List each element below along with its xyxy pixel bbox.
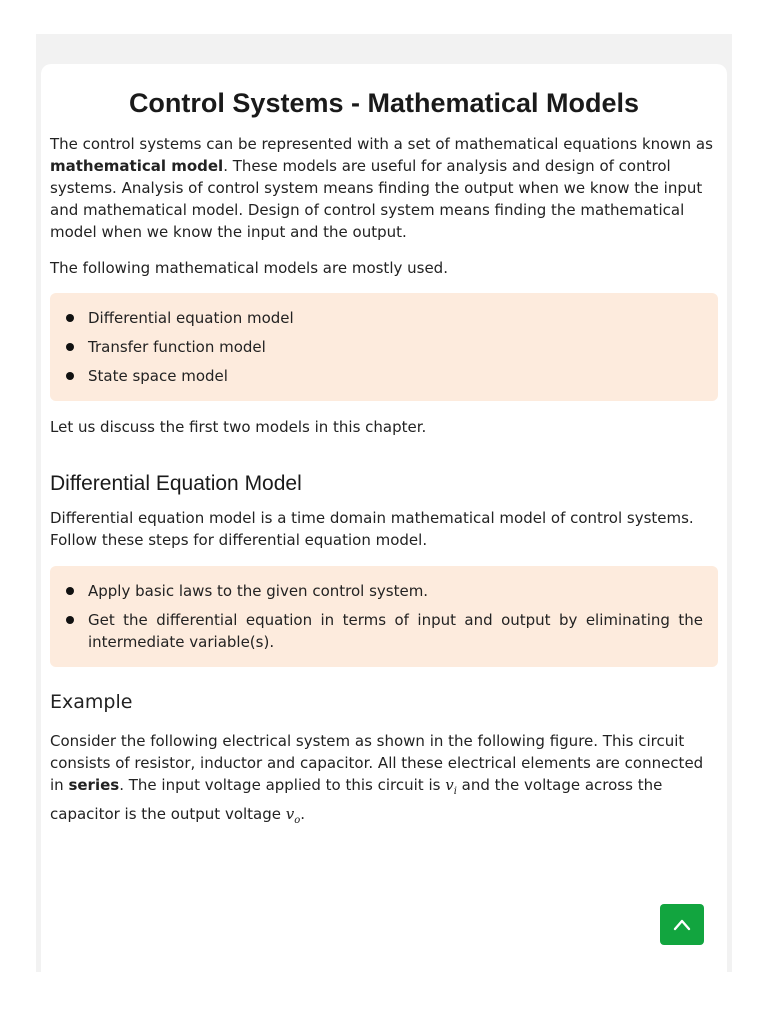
page-title: Control Systems - Mathematical Models xyxy=(128,88,640,118)
list-item: Transfer function model xyxy=(65,336,703,358)
example-text-4: . xyxy=(300,805,306,823)
list-item: State space model xyxy=(65,365,703,387)
vi-subscript: i xyxy=(453,786,457,797)
intro-bold-term: mathematical model xyxy=(50,157,224,175)
chevron-up-icon xyxy=(672,916,692,933)
steps-callout xyxy=(50,566,718,667)
example-text-2: . The input voltage applied to this circuit is xyxy=(119,776,446,794)
example-text-1: Consider the following electrical system as shown in the following figure. This circuit consists of resistor, inductor and capacitor. All these electrical elements are connected in xyxy=(50,732,704,794)
list-item: Differential equation model xyxy=(65,307,703,329)
output-voltage-symbol xyxy=(285,805,301,826)
scroll-to-top-button[interactable] xyxy=(660,904,704,945)
steps-list xyxy=(65,580,703,653)
intro-paragraph xyxy=(50,133,718,243)
vo-subscript: o xyxy=(294,815,301,826)
vi-base: v xyxy=(445,776,454,794)
discuss-paragraph: Let us discuss the first two models in this chapter. xyxy=(50,418,427,436)
article-card xyxy=(41,64,727,972)
section-heading-differential: Differential Equation Model xyxy=(50,472,302,495)
list-item: Apply basic laws to the given control system. xyxy=(65,580,703,602)
example-paragraph xyxy=(50,730,718,832)
models-callout xyxy=(50,293,718,401)
models-list xyxy=(65,307,703,387)
intro-text-end: . These models are useful for analysis and design of control systems. Analysis of control system means finding the output when we know the input and mathematical model. Design of control system means finding the mathematical model when we know the input and the output. xyxy=(50,157,703,241)
list-item: Get the differential equation in terms of input and output by eliminating the intermediate variable(s). xyxy=(65,609,703,653)
example-bold-series: series xyxy=(68,776,120,794)
differential-paragraph: Differential equation model is a time domain mathematical model of control systems. Follow these steps for differential equation model. xyxy=(50,509,694,549)
example-heading: Example xyxy=(50,691,133,713)
vo-base: v xyxy=(285,805,295,823)
models-lead: The following mathematical models are mostly used. xyxy=(50,259,448,277)
input-voltage-symbol xyxy=(445,776,457,797)
example-text-3: and the voltage across the capacitor is the output voltage xyxy=(50,776,663,823)
intro-text-start: The control systems can be represented with a set of mathematical equations known as xyxy=(50,135,713,153)
